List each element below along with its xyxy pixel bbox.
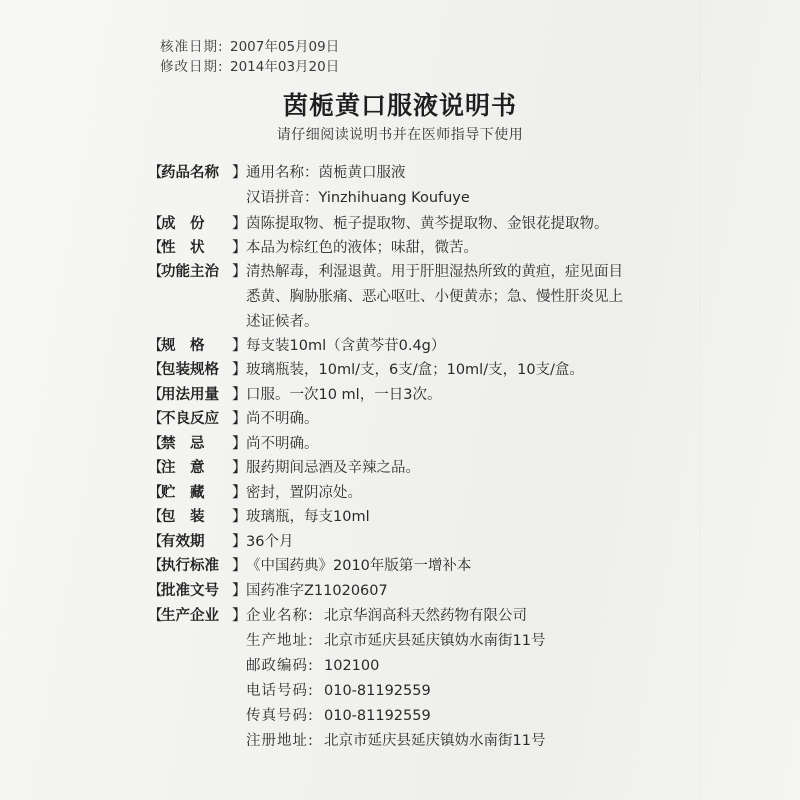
field-label: 【 批准文号 】 (148, 583, 247, 599)
field-dosage (148, 383, 441, 407)
field-value: 尚不明确。 (246, 411, 319, 427)
field-name (148, 161, 406, 185)
field-label: 【 性 状 】 (148, 240, 247, 256)
field-value-continued: 述证候者。 (246, 314, 319, 330)
approval-date-label: 核准日期: (160, 39, 224, 55)
manufacturer-address-row (246, 629, 545, 653)
field-value: 每支装10ml（含黄芩苷0.4g） (246, 338, 446, 354)
postcode-value: 102100 (324, 658, 380, 674)
field-standard (148, 554, 471, 578)
field-value-continued: 悉黄、胸胁胀痛、恶心呕吐、小便黄赤；急、慢性肝炎见上 (246, 289, 623, 305)
field-label: 【 不良反应 】 (148, 411, 247, 427)
field-value: 国药准字Z11020607 (246, 583, 388, 599)
manufacturer-fax-row (246, 704, 431, 728)
field-ingredients (148, 212, 609, 236)
field-value: 尚不明确。 (246, 436, 319, 452)
field-approval-number (148, 579, 388, 603)
field-label: 【 生产企业 】 (148, 608, 247, 624)
manufacturer-registered-address-row (246, 729, 545, 753)
address-value: 北京市延庆县延庆镇妫水南街11号 (324, 633, 546, 649)
document-title: 茵栀黄口服液说明书 (282, 91, 517, 120)
field-label: 【 包装规格 】 (148, 362, 247, 378)
registered-address-value: 北京市延庆县延庆镇妫水南街11号 (324, 733, 546, 749)
registered-address-label: 注册地址: (246, 733, 314, 749)
field-value: 茵陈提取物、栀子提取物、黄芩提取物、金银花提取物。 (246, 216, 609, 232)
field-value: 服药期间忌酒及辛辣之品。 (246, 460, 420, 476)
revision-date-label: 修改日期: (160, 59, 224, 75)
field-value: 《中国药典》2010年版第一增补本 (246, 558, 472, 574)
revision-date-value: 2014年03月20日 (230, 59, 340, 75)
postcode-label: 邮政编码: (246, 658, 314, 674)
field-label: 【 成 份 】 (148, 216, 247, 232)
field-validity (148, 530, 293, 554)
field-value: 玻璃瓶，每支10ml (246, 509, 370, 525)
field-label: 【 功能主治 】 (148, 264, 247, 280)
field-label: 【 用法用量 】 (148, 387, 247, 403)
date-block (160, 37, 339, 77)
fax-value: 010-81192559 (324, 708, 431, 724)
company-value: 北京华润高科天然药物有限公司 (324, 608, 527, 624)
field-value-pinyin: 汉语拼音：Yinzhihuang Koufuye (246, 190, 470, 206)
company-label: 企业名称: (246, 608, 314, 624)
field-value: 本品为棕红色的液体；味甜，微苦。 (246, 240, 478, 256)
field-packaging (148, 505, 370, 529)
field-label: 【 贮 藏 】 (148, 485, 247, 501)
phone-label: 电话号码: (246, 683, 314, 699)
field-label: 【 有效期 】 (148, 534, 247, 550)
manufacturer-company-row (246, 604, 527, 628)
fax-label: 传真号码: (246, 708, 314, 724)
field-value: 口服。一次10 ml，一日3次。 (246, 387, 442, 403)
approval-date-value: 2007年05月09日 (230, 39, 340, 55)
field-label: 【 包 装 】 (148, 509, 247, 525)
field-label: 【 药品名称 】 (148, 165, 247, 181)
field-label: 【 注 意 】 (148, 460, 247, 476)
field-spec (148, 334, 445, 358)
phone-value: 010-81192559 (324, 683, 431, 699)
field-contraindications (148, 432, 319, 456)
field-label: 【 执行标准 】 (148, 558, 247, 574)
field-storage (148, 481, 362, 505)
field-value-generic-name: 通用名称：茵栀黄口服液 (246, 165, 406, 181)
field-label: 【 规 格 】 (148, 338, 247, 354)
field-indications (148, 260, 623, 284)
field-manufacturer (148, 604, 527, 628)
field-precautions (148, 456, 420, 480)
field-value: 36个月 (246, 534, 294, 550)
manufacturer-postcode-row (246, 654, 379, 678)
document-subtitle: 请仔细阅读说明书并在医师指导下使用 (276, 127, 524, 143)
field-label: 【 禁 忌 】 (148, 436, 247, 452)
field-value: 清热解毒，利湿退黄。用于肝胆湿热所致的黄疸，症见面目 (246, 264, 623, 280)
field-adverse-reactions (148, 407, 319, 431)
manufacturer-phone-row (246, 679, 431, 703)
field-package-spec (148, 358, 584, 382)
address-label: 生产地址: (246, 633, 314, 649)
revision-date-row (160, 57, 339, 77)
field-description (148, 236, 478, 260)
field-value: 玻璃瓶装，10ml/支，6支/盒；10ml/支，10支/盒。 (246, 362, 584, 378)
approval-date-row (160, 37, 339, 57)
field-value: 密封，置阴凉处。 (246, 485, 362, 501)
